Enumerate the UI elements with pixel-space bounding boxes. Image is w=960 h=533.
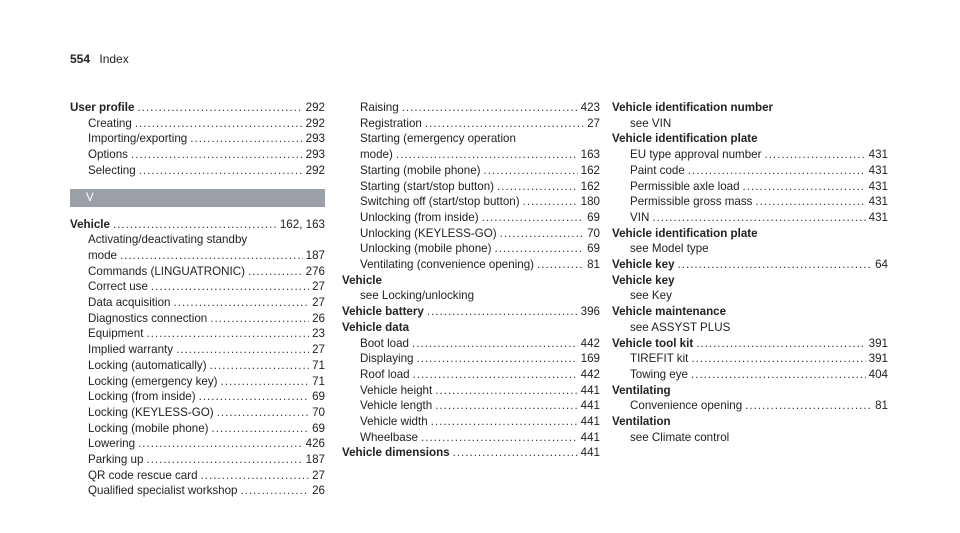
entry-page: 163 [580, 148, 600, 162]
leader-dots [221, 374, 310, 390]
index-subentry [342, 383, 600, 399]
entry-page: 391 [868, 352, 888, 366]
entry-page: 293 [305, 148, 325, 162]
index-subentry [342, 194, 600, 210]
entry-text: Ventilation [612, 415, 671, 429]
index-entry [612, 131, 888, 147]
index-subentry [612, 430, 888, 446]
index-subentry [70, 452, 325, 468]
index-subentry [342, 288, 600, 304]
index-entry [70, 100, 325, 116]
index-subentry [70, 436, 325, 452]
entry-text: mode) [360, 148, 393, 162]
entry-page: 71 [312, 374, 325, 388]
entry-text: Raising [360, 101, 399, 114]
index-entry [612, 304, 888, 320]
entry-text: Vehicle identification plate [612, 132, 758, 146]
entry-text: Roof load [360, 367, 410, 381]
index-entry [612, 273, 888, 289]
leader-dots [135, 116, 303, 132]
entry-page: 169 [580, 352, 600, 366]
index-subentry [70, 468, 325, 484]
entry-text: Locking (emergency key) [88, 374, 218, 388]
entry-page: 27 [312, 280, 325, 294]
entry-text: Locking (automatically) [88, 358, 207, 372]
page-number: 554 [70, 52, 91, 66]
index-column-2 [342, 100, 600, 461]
entry-page: 27 [312, 296, 325, 310]
entry-page: 69 [312, 390, 325, 404]
entry-text: Locking (mobile phone) [88, 421, 209, 435]
entry-text: TIREFIT kit [630, 352, 689, 366]
index-entry [612, 336, 888, 352]
leader-dots [482, 210, 585, 226]
index-entry [342, 304, 600, 320]
entry-text: Vehicle [342, 273, 382, 287]
leader-dots [764, 147, 865, 163]
leader-dots [453, 445, 578, 461]
index-subentry [342, 336, 600, 352]
index-subentry [70, 264, 325, 280]
entry-text: see Locking/unlocking [360, 289, 475, 303]
entry-text: Starting (emergency operation [360, 132, 516, 146]
leader-dots [402, 100, 578, 116]
index-subentry [70, 131, 325, 147]
index-entry [612, 414, 888, 430]
index-subentry [70, 358, 325, 374]
leader-dots [199, 389, 309, 405]
entry-text: Vehicle height [360, 383, 433, 397]
index-subentry [342, 257, 600, 273]
entry-text: QR code rescue card [88, 468, 198, 482]
index-subentry [612, 367, 888, 383]
entry-text: Ventilating (convenience opening) [360, 258, 535, 272]
index-group-v [70, 217, 325, 500]
leader-dots [210, 358, 310, 374]
entry-text: see VIN [630, 116, 672, 130]
entry-page: 431 [868, 179, 888, 193]
entry-text: Vehicle maintenance [612, 305, 727, 319]
entry-page: 70 [312, 405, 325, 419]
entry-text: Vehicle data [342, 320, 410, 334]
entry-page: 81 [875, 399, 888, 413]
entry-page: 26 [312, 484, 325, 498]
leader-dots [696, 336, 865, 352]
index-subentry [612, 163, 888, 179]
entry-page: 162 [580, 179, 600, 193]
section-letter-v: V [70, 189, 325, 207]
entry-page: 441 [580, 383, 600, 397]
index-subentry [342, 100, 600, 116]
index-subentry [342, 163, 600, 179]
leader-dots [131, 147, 303, 163]
index-subentry [342, 147, 600, 163]
entry-text: Towing eye [630, 367, 689, 381]
entry-text: Permissible gross mass [630, 195, 753, 209]
entry-page: 69 [312, 421, 325, 435]
index-subentry [612, 179, 888, 195]
entry-page: 27 [312, 343, 325, 357]
entry-text: Vehicle key [612, 258, 675, 272]
entry-page: 391 [868, 336, 888, 350]
index-subentry [70, 248, 325, 264]
leader-dots [691, 367, 866, 383]
leader-dots [210, 311, 309, 327]
index-subentry [342, 241, 600, 257]
leader-dots [425, 116, 584, 132]
leader-dots [396, 147, 578, 163]
entry-text: Switching off (start/stop button) [360, 195, 520, 209]
entry-text: Vehicle identification number [612, 101, 774, 114]
leader-dots [137, 100, 302, 116]
index-subentry [70, 374, 325, 390]
index-subentry [70, 421, 325, 437]
entry-text: Diagnostics connection [88, 311, 208, 325]
leader-dots [494, 241, 584, 257]
leader-dots [688, 163, 866, 179]
entry-text: Boot load [360, 336, 409, 350]
entry-page: 292 [305, 116, 325, 130]
entry-text: Vehicle battery [342, 305, 424, 319]
leader-dots [201, 468, 310, 484]
leader-dots [417, 351, 578, 367]
entry-page: 441 [580, 415, 600, 429]
entry-page: 442 [580, 336, 600, 350]
entry-page: 69 [587, 242, 600, 256]
entry-page: 431 [868, 163, 888, 177]
index-subentry [612, 147, 888, 163]
entry-text: Vehicle [70, 217, 110, 231]
index-subentry [70, 389, 325, 405]
index-subentry [70, 342, 325, 358]
leader-dots [523, 194, 578, 210]
index-subentry [342, 430, 600, 446]
entry-text: Vehicle key [612, 273, 675, 287]
index-subentry [342, 116, 600, 132]
entry-text: Convenience opening [630, 399, 743, 413]
index-column-3 [612, 100, 888, 445]
entry-text: see Key [630, 289, 672, 303]
entry-text: mode [88, 248, 118, 262]
index-entry [612, 257, 888, 273]
entry-text: Importing/exporting [88, 132, 188, 146]
leader-dots [146, 326, 309, 342]
leader-dots [678, 257, 873, 273]
leader-dots [146, 452, 302, 468]
entry-page: 23 [312, 327, 325, 341]
index-subentry [342, 398, 600, 414]
index-subentry [70, 116, 325, 132]
entry-text: Vehicle dimensions [342, 446, 450, 460]
leader-dots [743, 179, 866, 195]
entry-page: 441 [580, 399, 600, 413]
leader-dots [120, 248, 303, 264]
index-entry [70, 217, 325, 233]
entry-page: 293 [305, 132, 325, 146]
leader-dots [139, 163, 303, 179]
entry-text: Registration [360, 116, 422, 130]
index-entry [342, 445, 600, 461]
index-subentry [612, 351, 888, 367]
index-subentry [342, 226, 600, 242]
entry-text: Parking up [88, 453, 144, 467]
entry-text: Paint code [630, 163, 685, 177]
entry-text: Vehicle identification plate [612, 226, 758, 240]
index-subentry [612, 116, 888, 132]
index-subentry [342, 179, 600, 195]
leader-dots [241, 483, 310, 499]
entry-text: Lowering [88, 437, 136, 451]
entry-page: 292 [305, 101, 325, 114]
entry-text: Wheelbase [360, 430, 419, 444]
entry-text: Correct use [88, 280, 148, 294]
index-subentry [70, 163, 325, 179]
index-subentry [612, 241, 888, 257]
entry-page: 396 [580, 305, 600, 319]
entry-page: 187 [305, 248, 325, 262]
entry-text: Displaying [360, 352, 414, 366]
leader-dots [413, 367, 578, 383]
leader-dots [113, 217, 277, 233]
entry-page: 27 [587, 116, 600, 130]
entry-text: Unlocking (from inside) [360, 210, 479, 224]
leader-dots [427, 304, 578, 320]
entry-text: see Climate control [630, 430, 730, 444]
leader-dots [138, 436, 303, 452]
leader-dots [248, 264, 303, 280]
entry-page: 27 [312, 468, 325, 482]
leader-dots [691, 351, 865, 367]
entry-page: 26 [312, 311, 325, 325]
index-subentry [70, 147, 325, 163]
leader-dots [500, 226, 584, 242]
index-entry [342, 273, 600, 289]
entry-page: 426 [305, 437, 325, 451]
entry-text: Qualified specialist workshop [88, 484, 238, 498]
entry-page: 431 [868, 148, 888, 162]
index-subentry [342, 367, 600, 383]
entry-page: 162, 163 [279, 217, 325, 231]
leader-dots [412, 336, 578, 352]
leader-dots [755, 194, 865, 210]
entry-page: 441 [580, 446, 600, 460]
entry-text: Vehicle length [360, 399, 433, 413]
entry-text: Locking (KEYLESS-GO) [88, 405, 214, 419]
entry-page: 404 [868, 367, 888, 381]
index-subentry [342, 414, 600, 430]
leader-dots [176, 342, 309, 358]
leader-dots [217, 405, 309, 421]
entry-page: 276 [305, 264, 325, 278]
index-subentry [612, 320, 888, 336]
leader-dots [652, 210, 865, 226]
leader-dots [421, 430, 578, 446]
entry-page: 292 [305, 163, 325, 177]
index-subentry [612, 194, 888, 210]
entry-text: Options [88, 148, 128, 162]
entry-page: 69 [587, 210, 600, 224]
entry-page: 431 [868, 195, 888, 209]
entry-text: see Model type [630, 242, 709, 256]
entry-text: Implied warranty [88, 343, 174, 357]
entry-text: Equipment [88, 327, 144, 341]
index-column-1 [70, 100, 325, 499]
leader-dots [745, 398, 872, 414]
entry-text: Starting (mobile phone) [360, 163, 481, 177]
index-entry [612, 100, 888, 116]
section-title: Index [99, 52, 129, 66]
leader-dots [435, 398, 577, 414]
entry-page: 187 [305, 453, 325, 467]
entry-page: 70 [587, 226, 600, 240]
leader-dots [190, 131, 302, 147]
leader-dots [497, 179, 578, 195]
index-subentry [612, 210, 888, 226]
index-subentry [612, 288, 888, 304]
entry-page: 162 [580, 163, 600, 177]
leader-dots [212, 421, 310, 437]
page-header [70, 52, 129, 66]
entry-page: 423 [580, 101, 600, 114]
index-subentry [70, 232, 325, 248]
entry-text: Vehicle width [360, 415, 428, 429]
entry-text: Commands (LINGUATRONIC) [88, 264, 245, 278]
leader-dots [435, 383, 577, 399]
leader-dots [174, 295, 310, 311]
entry-text: Activating/deactivating standby [88, 233, 248, 247]
index-group-u [70, 100, 325, 179]
entry-page: 64 [875, 258, 888, 272]
entry-text: User profile [70, 101, 135, 114]
index-subentry [342, 351, 600, 367]
entry-page: 81 [587, 258, 600, 272]
index-entry [342, 320, 600, 336]
entry-text: Unlocking (mobile phone) [360, 242, 492, 256]
index-subentry [70, 405, 325, 421]
entry-text: see ASSYST PLUS [630, 320, 731, 334]
index-subentry [70, 311, 325, 327]
entry-text: Permissible axle load [630, 179, 740, 193]
entry-page: 71 [312, 358, 325, 372]
index-subentry [70, 295, 325, 311]
leader-dots [537, 257, 584, 273]
index-subentry [70, 483, 325, 499]
index-subentry [612, 398, 888, 414]
entry-text: EU type approval number [630, 148, 762, 162]
entry-page: 442 [580, 367, 600, 381]
entry-text: Selecting [88, 163, 136, 177]
entry-text: Starting (start/stop button) [360, 179, 495, 193]
index-entry [612, 383, 888, 399]
leader-dots [151, 279, 309, 295]
leader-dots [431, 414, 578, 430]
leader-dots [484, 163, 578, 179]
entry-text: Unlocking (KEYLESS-GO) [360, 226, 497, 240]
entry-text: Ventilating [612, 383, 671, 397]
entry-text: Vehicle tool kit [612, 336, 694, 350]
index-subentry [70, 326, 325, 342]
entry-text: Data acquisition [88, 296, 171, 310]
entry-page: 180 [580, 195, 600, 209]
entry-page: 441 [580, 430, 600, 444]
index-subentry [342, 210, 600, 226]
entry-text: Locking (from inside) [88, 390, 196, 404]
entry-page: 431 [868, 210, 888, 224]
index-subentry [70, 279, 325, 295]
entry-text: VIN [630, 210, 650, 224]
index-entry [612, 226, 888, 242]
index-subentry [342, 131, 600, 147]
entry-text: Creating [88, 116, 132, 130]
